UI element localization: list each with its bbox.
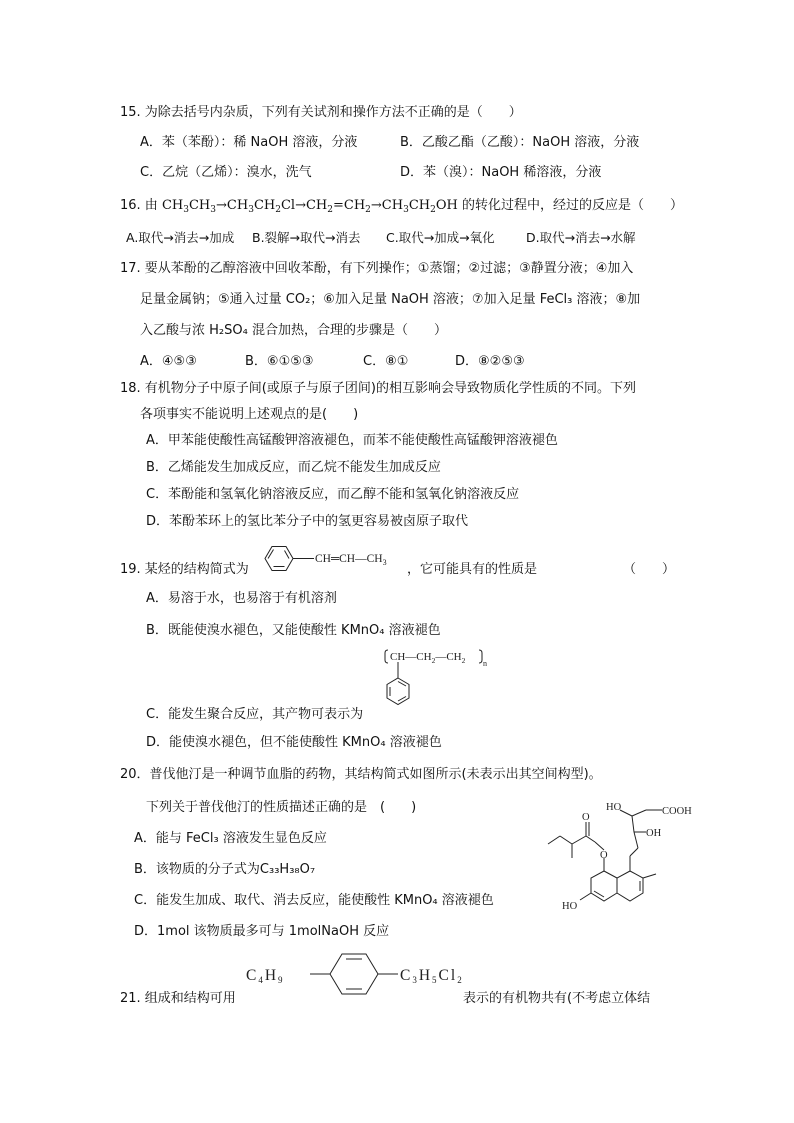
pravastatin-structure bbox=[540, 796, 710, 916]
q17-options bbox=[140, 353, 525, 371]
q16-pathway: $CH_3CH_3\to CH_3CH_2Cl\to CH_2=CH_2\to CH_3CH_2OH$ bbox=[161, 198, 458, 215]
q21-stem-suffix: 表示的有机物共有(不考虑立体结 bbox=[463, 991, 651, 1006]
q16-stem bbox=[120, 197, 683, 215]
q15-option-d: D．苯（溴）：NaOH 稀溶液，分液 bbox=[400, 165, 602, 180]
q20-label-o-ester: O bbox=[600, 850, 608, 861]
q20-line1: 20．普伐他汀是一种调节血脂的药物，其结构简式如图所示(未表示出其空间构型)。 bbox=[120, 767, 602, 782]
q19-stem-suffix: ，它可能具有的性质是 bbox=[407, 562, 538, 577]
q21-left-group: C4H9 bbox=[246, 967, 285, 985]
q15-option-b: B．乙酸乙酯（乙酸）：NaOH 溶液，分液 bbox=[400, 135, 640, 150]
q21-structure bbox=[244, 950, 464, 1000]
q19-structure-label: $CH═CH—CH_3$ bbox=[315, 553, 387, 567]
q19-stem-prefix: 19. 某烃的结构简式为 bbox=[120, 562, 249, 577]
q21-right-group: C3H5Cl2 bbox=[400, 967, 464, 985]
q20-label-o-carbonyl: O bbox=[582, 812, 590, 823]
q20-option-d: D．1mol 该物质最多可与 1molNaOH 反应 bbox=[134, 924, 390, 939]
q17-option-b: B．⑥①⑤③ bbox=[245, 354, 314, 369]
q16-stem-prefix: 16. 由 bbox=[120, 198, 162, 213]
q19-answer-bracket: （ ） bbox=[623, 562, 676, 577]
q17-line2: 足量金属钠；⑤通入过量 CO₂；⑥加入足量 NaOH 溶液；⑦加入足量 FeCl₃ 溶液；⑧加 bbox=[140, 292, 641, 307]
q18-option-c: C．苯酚能和氢氧化钠溶液反应，而乙醇不能和氢氧化钠溶液反应 bbox=[146, 487, 520, 502]
q18-option-d: D．苯酚苯环上的氢比苯分子中的氢更容易被卤原子取代 bbox=[146, 514, 469, 529]
q15-option-a: A．苯（苯酚）：稀 NaOH 溶液，分液 bbox=[140, 135, 358, 150]
q18-option-a: A．甲苯能使酸性高锰酸钾溶液褪色，而苯不能使酸性高锰酸钾溶液褪色 bbox=[146, 433, 558, 448]
q20-label-ho-top: HO bbox=[606, 802, 622, 813]
q16-option-c: C.取代→加成→氧化 bbox=[386, 230, 495, 245]
q20-option-c: C．能发生加成、取代、消去反应，能使酸性 KMnO₄ 溶液褪色 bbox=[134, 893, 494, 908]
q19-polymer-label: $CH—CH_2—CH_2$ bbox=[390, 651, 466, 665]
q20-option-a: A．能与 FeCl₃ 溶液发生显色反应 bbox=[134, 831, 327, 846]
q19-structure bbox=[258, 541, 408, 577]
q19-option-c: C．能发生聚合反应，其产物可表示为 bbox=[146, 707, 364, 722]
q16-stem-suffix: 的转化过程中，经过的反应是（ ） bbox=[457, 198, 683, 213]
q19-polymer-n: n bbox=[483, 659, 487, 668]
q15-stem: 15. 为除去括号内杂质，下列有关试剂和操作方法不正确的是（ ） bbox=[120, 105, 522, 120]
q19-option-a: A．易溶于水，也易溶于有机溶剂 bbox=[146, 591, 337, 606]
q15-option-c: C．乙烷（乙烯）：溴水，洗气 bbox=[140, 165, 312, 180]
q19-polymer-structure bbox=[381, 646, 497, 720]
q21-stem-prefix: 21. 组成和结构可用 bbox=[120, 991, 236, 1006]
q16-options bbox=[126, 229, 636, 247]
q17-line3: 入乙酸与浓 H₂SO₄ 混合加热，合理的步骤是（ ） bbox=[140, 323, 447, 338]
q16-option-a: A.取代→消去→加成 bbox=[126, 230, 235, 245]
q17-line1: 17. 要从苯酚的乙醇溶液中回收苯酚，有下列操作；①蒸馏；②过滤；③静置分液；④加入 bbox=[120, 261, 634, 276]
q17-option-c: C．⑧① bbox=[363, 354, 409, 369]
q17-option-d: D．⑧②⑤③ bbox=[455, 354, 525, 369]
q17-option-a: A．④⑤③ bbox=[140, 354, 197, 369]
q20-label-oh: OH bbox=[646, 828, 662, 839]
q18-option-b: B．乙烯能发生加成反应，而乙烷不能发生加成反应 bbox=[146, 460, 441, 475]
q18-line1: 18. 有机物分子中原子间(或原子与原子团间)的相互影响会导致物质化学性质的不同。下列 bbox=[120, 381, 636, 396]
q19-option-d: D．能使溴水褪色，但不能使酸性 KMnO₄ 溶液褪色 bbox=[146, 735, 442, 750]
q19-option-b: B．既能使溴水褪色，又能使酸性 KMnO₄ 溶液褪色 bbox=[146, 623, 441, 638]
q20-line2: 下列关于普伐他汀的性质描述正确的是 ( ) bbox=[146, 800, 417, 815]
q20-option-b: B．该物质的分子式为C₃₃H₃₈O₇ bbox=[134, 862, 316, 877]
q18-line2: 各项事实不能说明上述观点的是( ) bbox=[140, 407, 359, 422]
q16-option-d: D.取代→消去→水解 bbox=[526, 230, 636, 245]
q20-label-cooh: COOH bbox=[662, 806, 692, 817]
q20-label-ho-bottom: HO bbox=[562, 901, 578, 912]
q16-option-b: B.裂解→取代→消去 bbox=[252, 230, 361, 245]
